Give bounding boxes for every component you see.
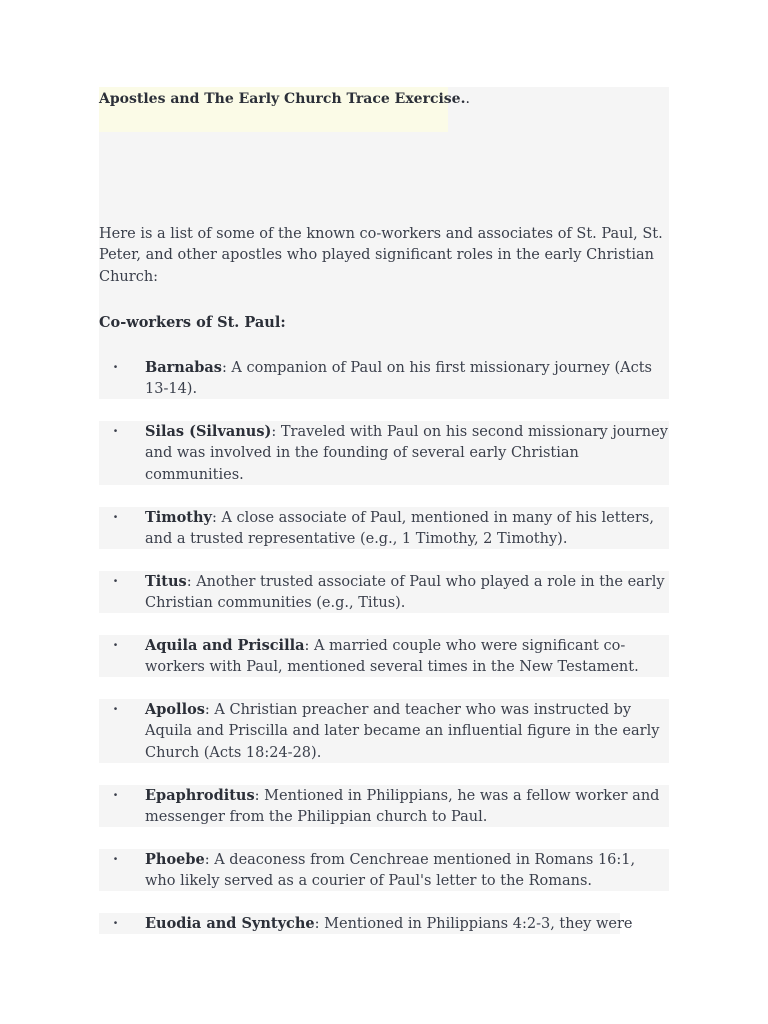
bullet-icon: · xyxy=(113,359,119,376)
person-name: Timothy xyxy=(145,509,212,526)
list-item-text xyxy=(145,571,669,615)
list-item-text xyxy=(145,635,669,679)
person-description: : Traveled with Paul on his second missionary journey and was involved in the founding of several early Christian communities. xyxy=(145,424,668,483)
person-description: : A close associate of Paul, mentioned in many of his letters, and a trusted representative (e.g., 1 Timothy, 2 Timothy). xyxy=(145,510,654,548)
bullet-icon: · xyxy=(113,915,119,932)
person-name: Silas (Silvanus) xyxy=(145,423,272,440)
bullet-icon: · xyxy=(113,509,119,526)
bullet-icon: · xyxy=(113,851,119,868)
person-name: Barnabas xyxy=(145,359,222,376)
person-name: Apollos xyxy=(145,701,205,718)
person-description: : Mentioned in Philippians, he was a fellow worker and messenger from the Philippian church to Paul. xyxy=(145,788,660,826)
list-item-text xyxy=(145,421,669,486)
title-text: Apostles and The Early Church Trace Exercise. xyxy=(99,91,466,107)
bullet-icon: · xyxy=(113,701,119,718)
title-trailing-dot: . xyxy=(465,91,470,107)
bullet-icon: · xyxy=(113,423,119,440)
person-name: Aquila and Priscilla xyxy=(145,637,305,654)
section-heading: Co-workers of St. Paul: xyxy=(99,314,286,331)
list-item-text xyxy=(145,357,669,401)
person-description: : A companion of Paul on his first missionary journey (Acts 13-14). xyxy=(145,360,653,398)
list-item-text xyxy=(145,849,669,893)
person-name: Euodia and Syntyche xyxy=(145,915,315,932)
bullet-icon: · xyxy=(113,573,119,590)
person-name: Phoebe xyxy=(145,851,205,868)
person-name: Epaphroditus xyxy=(145,787,255,804)
person-description: : Mentioned in Philippians 4:2-3, they were xyxy=(314,916,633,932)
list-item-text xyxy=(145,699,669,764)
document-title xyxy=(99,89,470,110)
person-description: : A deaconess from Cenchreae mentioned in Romans 16:1, who likely served as a courier of Paul's letter to the Romans. xyxy=(145,852,636,890)
intro-paragraph: Here is a list of some of the known co-workers and associates of St. Paul, St. Peter, and other apostles who played significant roles in the early Christian Church: xyxy=(99,226,663,285)
bullet-icon: · xyxy=(113,637,119,654)
list-item-text xyxy=(145,785,669,829)
person-description: : A Christian preacher and teacher who was instructed by Aquila and Priscilla and later became an influential figure in the early Church (Acts 18:24-28). xyxy=(145,702,660,761)
list-item-text xyxy=(145,507,669,551)
person-description: : Another trusted associate of Paul who played a role in the early Christian communities (e.g., Titus). xyxy=(145,574,665,612)
list-item-text xyxy=(145,913,669,935)
bullet-icon: · xyxy=(113,787,119,804)
person-name: Titus xyxy=(145,573,187,590)
person-description: : A married couple who were significant co-workers with Paul, mentioned several times in the New Testament. xyxy=(145,638,639,676)
